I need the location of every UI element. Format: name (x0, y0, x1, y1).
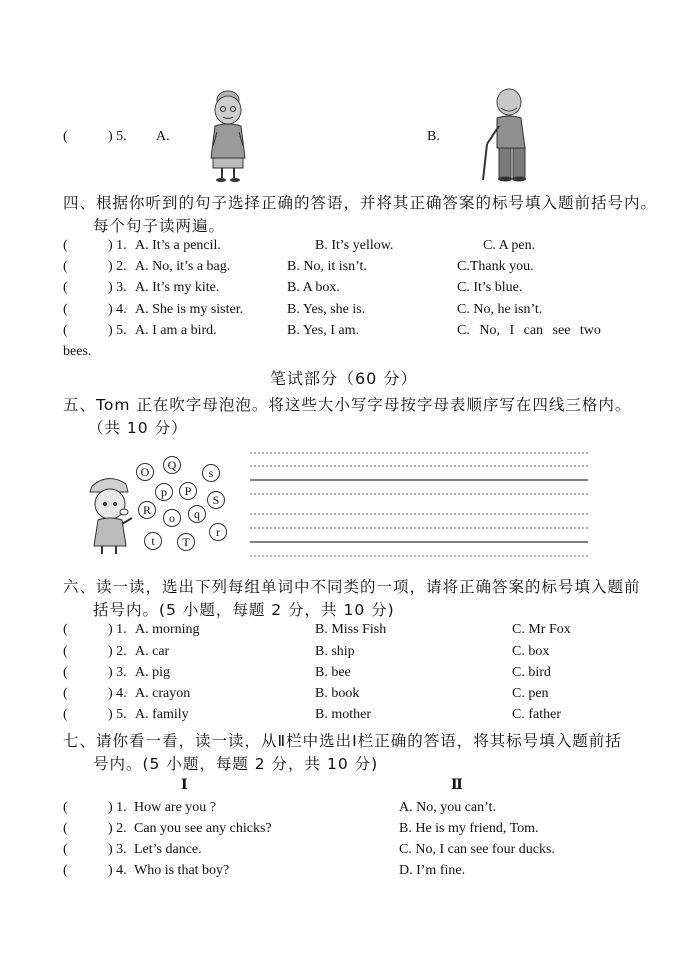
paren: ( (63, 238, 68, 253)
option-b: B. Yes, I am. (287, 323, 359, 338)
option-c: C. No, he isn’t. (457, 302, 543, 317)
option-a: A. No, it’s a bag. (135, 259, 231, 274)
option-c: C. bird (512, 665, 551, 680)
option-b: B. bee (315, 665, 351, 680)
answer-option: A. No, you can’t. (399, 800, 496, 815)
option-c-wrap: bees. (63, 344, 92, 359)
item-number: ) 2. (108, 644, 127, 659)
writing-lines[interactable] (250, 452, 590, 558)
option-c: C. pen (512, 686, 549, 701)
section-4-title: 四、根据你听到的句子选择正确的答语，并将其正确答案的标号填入题前括号内。 (63, 194, 658, 212)
option-a: A. It’s a pencil. (135, 238, 221, 253)
bubble-letter: s (208, 466, 214, 480)
option-c: C. Mr Fox (512, 622, 571, 637)
option-b: B. No, it isn’t. (287, 259, 367, 274)
bubble-letter: Q (167, 458, 177, 472)
section-7-title: 七、请你看一看，读一读，从Ⅱ栏中选出Ⅰ栏正确的答语，将其标号填入题前括 (63, 732, 622, 750)
paren: ( (63, 259, 68, 274)
option-b: B. mother (315, 707, 371, 722)
option-a: A. It’s my kite. (135, 280, 220, 295)
option-c: C. It’s blue. (457, 280, 523, 295)
bubble-letter: o (169, 511, 175, 525)
answer-option: B. He is my friend, Tom. (399, 821, 539, 836)
option-a: A. crayon (135, 686, 191, 701)
column-2-header: Ⅱ (451, 778, 463, 793)
bubble-letter: O (140, 465, 150, 479)
section-6-subtitle: 括号内。(5 小题，每题 2 分，共 10 分) (93, 601, 395, 619)
bubble-letter: P (184, 484, 192, 498)
grandmother-image (203, 86, 253, 182)
written-part-title: 笔试部分（60 分） (270, 369, 418, 388)
item-number: ) 1. (108, 800, 127, 815)
option-c: C. A pen. (483, 238, 536, 253)
item-number: ) 3. (108, 842, 127, 857)
section-5-subtitle: （共 10 分） (88, 419, 188, 437)
bubble-letter: p (161, 485, 167, 499)
bubble-letter: t (151, 534, 155, 548)
paren: ( (63, 842, 68, 857)
paren: ( (63, 665, 68, 680)
paren: ( (63, 863, 68, 878)
option-a: A. morning (135, 622, 200, 637)
item-number: ) 4. (108, 863, 127, 878)
option-a: A. She is my sister. (135, 302, 244, 317)
question-text: Let’s dance. (134, 842, 202, 857)
item-number: ) 2. (108, 259, 127, 274)
paren: ( (63, 644, 68, 659)
item-number: ) 4. (108, 302, 127, 317)
option-b: B. It’s yellow. (315, 238, 394, 253)
paren: ( (63, 280, 68, 295)
section-6-title: 六、读一读，选出下列每组单词中不同类的一项，请将正确答案的标号填入题前 (63, 578, 641, 596)
item-number: ) 3. (108, 665, 127, 680)
column-1-header: Ⅰ (181, 778, 188, 793)
option-b: B. book (315, 686, 360, 701)
question-text: How are you ? (134, 800, 217, 815)
section-7-subtitle: 号内。(5 小题，每题 2 分，共 10 分) (93, 755, 379, 773)
grandfather-image (475, 86, 535, 182)
paren: ( (63, 686, 68, 701)
option-b: B. Yes, she is. (287, 302, 366, 317)
option-a: A. car (135, 644, 170, 659)
section-4-subtitle: 每个句子读两遍。 (93, 217, 226, 235)
bubble-letter: T (182, 535, 190, 549)
item-number: ) 5. (108, 323, 127, 338)
bubble-letter: q (194, 507, 200, 521)
paren: ( (63, 622, 68, 637)
question-text: Who is that boy? (134, 863, 230, 878)
option-c: C. box (512, 644, 550, 659)
option-a: A. family (135, 707, 189, 722)
answer-option: D. I’m fine. (399, 863, 466, 878)
option-c: C.Thank you. (457, 259, 534, 274)
item-number: ) 5. (108, 707, 127, 722)
option-b: B. A box. (287, 280, 340, 295)
letter-bubbles (130, 450, 230, 560)
item-number: ) 4. (108, 686, 127, 701)
question-text: Can you see any chicks? (134, 821, 272, 836)
option-b: B. Miss Fish (315, 622, 387, 637)
q5-number: ) 5. (108, 129, 127, 144)
paren: ( (63, 302, 68, 317)
bubble-letter: R (142, 503, 152, 517)
section-5-title: 五、Tom 正在吹字母泡泡。将这些大小写字母按字母表顺序写在四线三格内。 (63, 396, 632, 414)
option-b: B. ship (315, 644, 355, 659)
paren: ( (63, 707, 68, 722)
option-c: C. No, I can see two (457, 323, 601, 338)
item-number: ) 2. (108, 821, 127, 836)
item-number: ) 3. (108, 280, 127, 295)
q5-option-a: A. (156, 129, 170, 144)
bubble-letter: r (216, 525, 220, 539)
paren: ( (63, 800, 68, 815)
option-a: A. I am a bird. (135, 323, 217, 338)
item-number: ) 1. (108, 622, 127, 637)
option-c: C. father (512, 707, 561, 722)
paren: ( (63, 821, 68, 836)
option-a: A. pig (135, 665, 170, 680)
paren: ( (63, 323, 68, 338)
q5-paren-open: ( (63, 129, 68, 144)
item-number: ) 1. (108, 238, 127, 253)
bubble-letter: S (212, 493, 220, 507)
answer-option: C. No, I can see four ducks. (399, 842, 555, 857)
q5-option-b: B. (427, 129, 440, 144)
